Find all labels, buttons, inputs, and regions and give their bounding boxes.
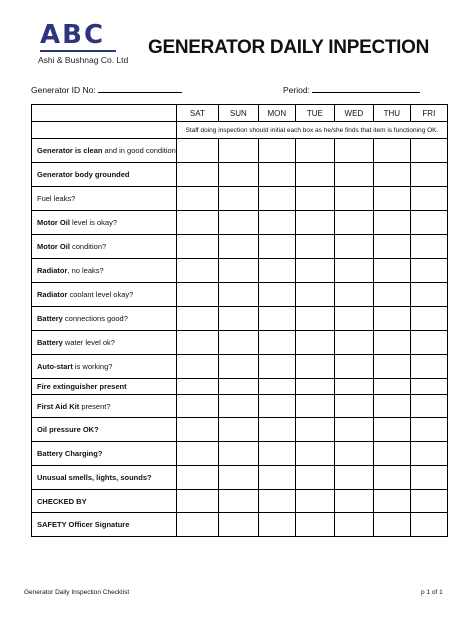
- row-label: [32, 355, 177, 379]
- initial-cell[interactable]: [410, 379, 447, 395]
- table-row: [32, 211, 448, 235]
- initial-cell[interactable]: [218, 163, 258, 187]
- initial-cell[interactable]: [176, 211, 218, 235]
- day-header: TUE: [295, 105, 334, 122]
- initial-cell[interactable]: [295, 331, 334, 355]
- initial-cell[interactable]: [218, 139, 258, 163]
- generator-id-field[interactable]: [31, 84, 182, 95]
- initial-cell[interactable]: [295, 490, 334, 513]
- table-row: [32, 259, 448, 283]
- initial-cell[interactable]: [295, 307, 334, 331]
- initial-cell[interactable]: [295, 235, 334, 259]
- initial-cell[interactable]: [410, 163, 447, 187]
- table-row: [32, 331, 448, 355]
- initial-cell[interactable]: [295, 259, 334, 283]
- initial-cell[interactable]: [334, 466, 373, 490]
- initial-cell[interactable]: [295, 211, 334, 235]
- row-label: [32, 379, 177, 395]
- initial-cell[interactable]: [410, 259, 447, 283]
- initial-cell[interactable]: [295, 442, 334, 466]
- row-label-rest: Fuel leaks?: [37, 194, 76, 203]
- initial-cell[interactable]: [410, 235, 447, 259]
- initial-cell[interactable]: [218, 235, 258, 259]
- row-label: [32, 235, 177, 259]
- row-label: [32, 259, 177, 283]
- page-title: GENERATOR DAILY INPECTION: [148, 37, 430, 58]
- initial-cell[interactable]: [218, 187, 258, 211]
- initial-cell[interactable]: [218, 355, 258, 379]
- initial-cell[interactable]: [410, 513, 447, 537]
- row-label: [32, 139, 177, 163]
- initial-cell[interactable]: [258, 163, 295, 187]
- initial-cell[interactable]: [373, 235, 410, 259]
- row-label-bold: Unusual smells, lights, sounds?: [37, 473, 152, 482]
- row-label-bold: Generator body grounded: [37, 170, 130, 179]
- initial-cell[interactable]: [410, 307, 447, 331]
- row-label: [32, 187, 177, 211]
- initial-cell[interactable]: [334, 163, 373, 187]
- row-label-bold: SAFETY Officer Signature: [37, 520, 130, 529]
- initial-cell[interactable]: [218, 211, 258, 235]
- initial-cell[interactable]: [410, 355, 447, 379]
- initial-cell[interactable]: [334, 283, 373, 307]
- day-header: MON: [258, 105, 295, 122]
- day-header: WED: [334, 105, 373, 122]
- table-row: [32, 283, 448, 307]
- inspection-table: [31, 104, 448, 537]
- day-header: SUN: [218, 105, 258, 122]
- initial-cell[interactable]: [334, 513, 373, 537]
- table-row: [32, 490, 448, 513]
- initial-cell[interactable]: [295, 395, 334, 418]
- initial-cell[interactable]: [373, 355, 410, 379]
- initial-cell[interactable]: [218, 513, 258, 537]
- initial-cell[interactable]: [258, 490, 295, 513]
- initial-cell[interactable]: [218, 418, 258, 442]
- table-row: [32, 139, 448, 163]
- initial-cell[interactable]: [373, 442, 410, 466]
- initial-cell[interactable]: [176, 395, 218, 418]
- initial-cell[interactable]: [410, 490, 447, 513]
- initial-cell[interactable]: [410, 442, 447, 466]
- table-row: [32, 163, 448, 187]
- day-header: FRI: [410, 105, 447, 122]
- initial-cell[interactable]: [258, 395, 295, 418]
- initial-cell[interactable]: [258, 235, 295, 259]
- initial-cell[interactable]: [334, 139, 373, 163]
- initial-cell[interactable]: [373, 513, 410, 537]
- row-label: [32, 163, 177, 187]
- row-label-rest: water level ok?: [62, 338, 115, 347]
- initial-cell[interactable]: [373, 283, 410, 307]
- initial-cell[interactable]: [295, 355, 334, 379]
- initial-cell[interactable]: [176, 259, 218, 283]
- initial-cell[interactable]: [295, 187, 334, 211]
- initial-cell[interactable]: [176, 355, 218, 379]
- initial-cell[interactable]: [218, 379, 258, 395]
- initial-cell[interactable]: [176, 379, 218, 395]
- period-field[interactable]: [283, 84, 420, 95]
- instruction-text: Staff doing inspection should initial each box as he/she finds that item is functioning OK.: [176, 122, 447, 139]
- initial-cell[interactable]: [258, 307, 295, 331]
- row-label: [32, 307, 177, 331]
- initial-cell[interactable]: [334, 211, 373, 235]
- initial-cell[interactable]: [295, 283, 334, 307]
- initial-cell[interactable]: [176, 466, 218, 490]
- initial-cell[interactable]: [410, 331, 447, 355]
- row-label: [32, 466, 177, 490]
- initial-cell[interactable]: [258, 139, 295, 163]
- row-label-bold: Generator is clean: [37, 146, 103, 155]
- table-row: [32, 235, 448, 259]
- initial-cell[interactable]: [176, 442, 218, 466]
- row-label: [32, 211, 177, 235]
- row-label-rest: present?: [79, 401, 111, 411]
- row-label: [32, 513, 177, 537]
- initial-cell[interactable]: [258, 513, 295, 537]
- generator-id-label: Generator ID No:: [31, 85, 96, 95]
- row-label: [32, 442, 177, 466]
- period-blank[interactable]: [312, 84, 420, 93]
- initial-cell[interactable]: [334, 331, 373, 355]
- row-label: [32, 331, 177, 355]
- row-label-bold: Battery Charging?: [37, 449, 103, 458]
- initial-cell[interactable]: [410, 211, 447, 235]
- initial-cell[interactable]: [410, 395, 447, 418]
- initial-cell[interactable]: [373, 163, 410, 187]
- row-label-bold: CHECKED BY: [37, 496, 87, 506]
- row-label-bold: Auto-start: [37, 362, 73, 371]
- initial-cell[interactable]: [334, 187, 373, 211]
- row-label-bold: First Aid Kit: [37, 401, 80, 411]
- initial-cell[interactable]: [176, 283, 218, 307]
- initial-cell[interactable]: [176, 418, 218, 442]
- initial-cell[interactable]: [373, 139, 410, 163]
- table-row: [32, 442, 448, 466]
- initial-cell[interactable]: [218, 466, 258, 490]
- initial-cell[interactable]: [373, 395, 410, 418]
- initial-cell[interactable]: [295, 139, 334, 163]
- table-row: [32, 187, 448, 211]
- row-label-rest: and in good condition: [102, 146, 176, 155]
- initial-cell[interactable]: [218, 490, 258, 513]
- initial-cell[interactable]: [295, 163, 334, 187]
- row-label-rest: is working?: [72, 362, 113, 371]
- row-label: [32, 490, 177, 513]
- initial-cell[interactable]: [373, 307, 410, 331]
- initial-cell[interactable]: [176, 307, 218, 331]
- table-row: [32, 395, 448, 418]
- row-label-rest: , no leaks?: [67, 266, 104, 275]
- initial-cell[interactable]: [258, 442, 295, 466]
- initial-cell[interactable]: [176, 139, 218, 163]
- row-label-rest: coolant level okay?: [67, 290, 134, 299]
- instruction-row: [32, 122, 448, 139]
- row-label-bold: Fire extinguisher present: [37, 382, 127, 391]
- generator-id-blank[interactable]: [98, 84, 182, 93]
- initial-cell[interactable]: [176, 163, 218, 187]
- footer-doc-title: Generator Daily Inspection Checklist: [24, 589, 130, 596]
- initial-cell[interactable]: [176, 490, 218, 513]
- initial-cell[interactable]: [258, 418, 295, 442]
- row-label: [32, 395, 177, 418]
- row-label-bold: Oil pressure OK?: [37, 425, 99, 434]
- initial-cell[interactable]: [176, 235, 218, 259]
- table-row: [32, 466, 448, 490]
- company-logo: ABC: [40, 20, 106, 50]
- table-row: [32, 513, 448, 537]
- initial-cell[interactable]: [295, 418, 334, 442]
- company-name: Ashi & Bushnag Co. Ltd: [38, 55, 129, 65]
- table-row: [32, 355, 448, 379]
- initial-cell[interactable]: [373, 466, 410, 490]
- initial-cell[interactable]: [258, 331, 295, 355]
- initial-cell[interactable]: [218, 442, 258, 466]
- table-row: [32, 379, 448, 395]
- initial-cell[interactable]: [218, 307, 258, 331]
- logo-underline: [40, 50, 116, 52]
- initial-cell[interactable]: [334, 395, 373, 418]
- initial-cell[interactable]: [410, 187, 447, 211]
- row-label-rest: condition?: [69, 242, 107, 251]
- initial-cell[interactable]: [373, 331, 410, 355]
- initial-cell[interactable]: [258, 379, 295, 395]
- table-row: [32, 418, 448, 442]
- footer-page-number: p 1 of 1: [421, 589, 443, 596]
- initial-cell[interactable]: [295, 513, 334, 537]
- row-label-bold: Motor Oil: [37, 242, 70, 251]
- initial-cell[interactable]: [218, 395, 258, 418]
- header-row: [32, 105, 448, 122]
- initial-cell[interactable]: [176, 513, 218, 537]
- initial-cell[interactable]: [410, 283, 447, 307]
- initial-cell[interactable]: [258, 355, 295, 379]
- initial-cell[interactable]: [334, 235, 373, 259]
- initial-cell[interactable]: [334, 259, 373, 283]
- row-label-bold: Motor Oil: [37, 218, 70, 227]
- initial-cell[interactable]: [334, 490, 373, 513]
- initial-cell[interactable]: [373, 211, 410, 235]
- row-label-bold: Battery: [37, 314, 63, 323]
- initial-cell[interactable]: [373, 379, 410, 395]
- initial-cell[interactable]: [218, 259, 258, 283]
- row-label: [32, 283, 177, 307]
- day-header: SAT: [176, 105, 218, 122]
- day-header: THU: [373, 105, 410, 122]
- initial-cell[interactable]: [295, 379, 334, 395]
- initial-cell[interactable]: [334, 307, 373, 331]
- initial-cell[interactable]: [334, 442, 373, 466]
- row-label-bold: Radiator: [37, 290, 68, 299]
- initial-cell[interactable]: [176, 187, 218, 211]
- row-label-bold: Battery: [37, 338, 63, 347]
- initial-cell[interactable]: [258, 283, 295, 307]
- initial-cell[interactable]: [258, 259, 295, 283]
- initial-cell[interactable]: [295, 466, 334, 490]
- header-blank-cell: [32, 105, 177, 122]
- row-label: [32, 418, 177, 442]
- initial-cell[interactable]: [373, 259, 410, 283]
- row-label-bold: Radiator: [37, 266, 68, 275]
- row-label-rest: level is okay?: [69, 218, 118, 227]
- initial-cell[interactable]: [334, 355, 373, 379]
- initial-cell[interactable]: [218, 331, 258, 355]
- initial-cell[interactable]: [373, 490, 410, 513]
- initial-cell[interactable]: [334, 418, 373, 442]
- period-label: Period:: [283, 85, 310, 95]
- initial-cell[interactable]: [258, 211, 295, 235]
- initial-cell[interactable]: [334, 379, 373, 395]
- row-label-rest: connections good?: [62, 314, 128, 323]
- initial-cell[interactable]: [258, 466, 295, 490]
- table-row: [32, 307, 448, 331]
- initial-cell[interactable]: [410, 139, 447, 163]
- initial-cell[interactable]: [410, 418, 447, 442]
- initial-cell[interactable]: [218, 283, 258, 307]
- initial-cell[interactable]: [258, 187, 295, 211]
- instruction-blank-cell: [32, 122, 177, 139]
- initial-cell[interactable]: [176, 331, 218, 355]
- initial-cell[interactable]: [373, 418, 410, 442]
- initial-cell[interactable]: [373, 187, 410, 211]
- initial-cell[interactable]: [410, 466, 447, 490]
